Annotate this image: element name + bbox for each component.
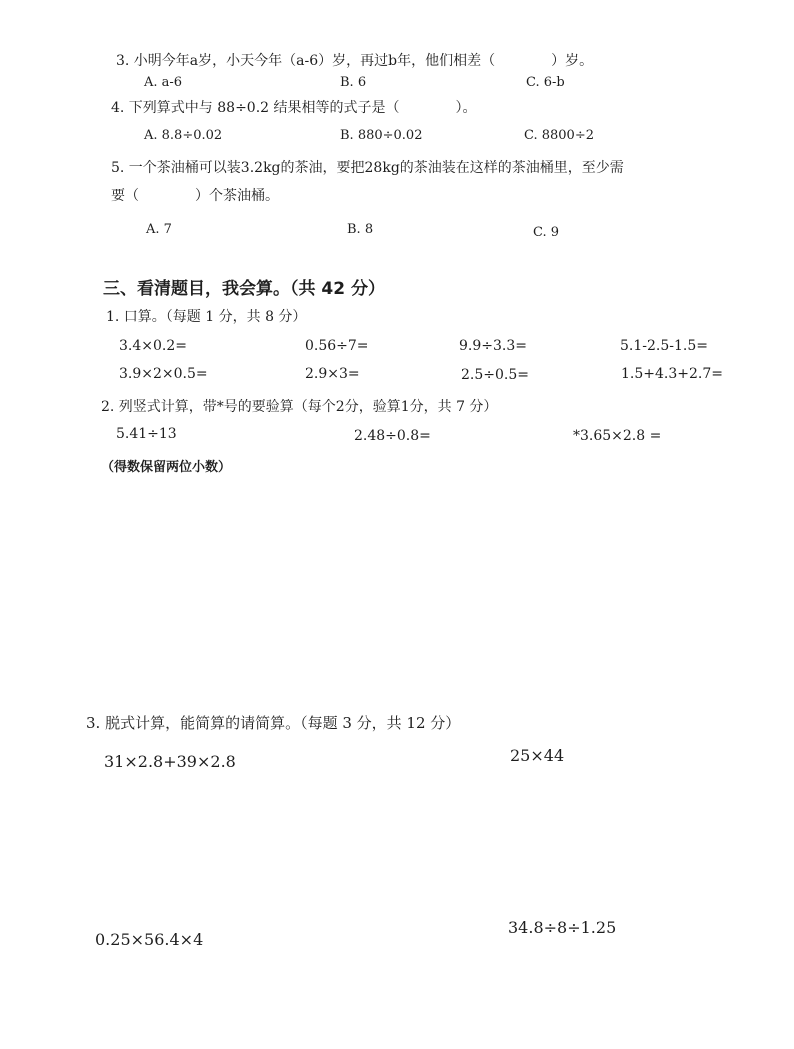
oral-calc-item: 9.9÷3.3= xyxy=(459,338,527,354)
oral-calc-item: 1.5+4.3+2.7= xyxy=(621,366,723,382)
question-5-option-b: B. 8 xyxy=(347,222,374,237)
question-3-stem: 3. 小明今年a岁，小天今年（a-6）岁，再过b年，他们相差（ ）岁。 xyxy=(116,53,594,69)
oral-calc-item: 0.56÷7= xyxy=(305,338,369,354)
part-2-title: 2. 列竖式计算，带*号的要验算（每个2分，验算1分，共 7 分） xyxy=(101,399,498,415)
vertical-calc-item: 2.48÷0.8= xyxy=(354,428,431,444)
rounding-note: （得数保留两位小数） xyxy=(101,460,232,475)
question-5-stem-line2: 要（ ）个茶油桶。 xyxy=(111,188,279,204)
question-4-option-b: B. 880÷0.02 xyxy=(340,128,423,143)
section-3-heading: 三、看清题目，我会算。（共 42 分） xyxy=(103,279,385,299)
oral-calc-item: 3.9×2×0.5= xyxy=(119,366,208,382)
vertical-calc-item: 5.41÷13 xyxy=(116,426,177,442)
question-4-option-c: C. 8800÷2 xyxy=(524,128,594,143)
question-3-option-a: A. a-6 xyxy=(144,75,183,90)
oral-calc-item: 5.1-2.5-1.5= xyxy=(620,338,708,354)
step-calc-item: 34.8÷8÷1.25 xyxy=(508,918,617,937)
oral-calc-item: 2.5÷0.5= xyxy=(461,367,529,383)
question-5-option-a: A. 7 xyxy=(146,222,172,237)
oral-calc-item: 3.4×0.2= xyxy=(119,338,187,354)
question-3-option-c: C. 6-b xyxy=(526,75,565,90)
question-4-stem: 4. 下列算式中与 88÷0.2 结果相等的式子是（ ）。 xyxy=(111,100,477,116)
question-5-stem-line1: 5. 一个茶油桶可以装3.2kg的茶油，要把28kg的茶油装在这样的茶油桶里，至少需 xyxy=(111,160,624,176)
part-3-title: 3. 脱式计算，能简算的请简算。（每题 3 分，共 12 分） xyxy=(86,714,461,732)
step-calc-item: 31×2.8+39×2.8 xyxy=(104,752,236,771)
question-4-option-a: A. 8.8÷0.02 xyxy=(144,128,223,143)
step-calc-item: 0.25×56.4×4 xyxy=(95,930,204,949)
vertical-calc-item: *3.65×2.8 = xyxy=(573,428,662,444)
oral-calc-item: 2.9×3= xyxy=(305,366,360,382)
part-1-title: 1. 口算。（每题 1 分，共 8 分） xyxy=(106,309,307,325)
question-5-option-c: C. 9 xyxy=(533,225,560,240)
step-calc-item: 25×44 xyxy=(510,746,565,765)
question-3-option-b: B. 6 xyxy=(340,75,367,90)
